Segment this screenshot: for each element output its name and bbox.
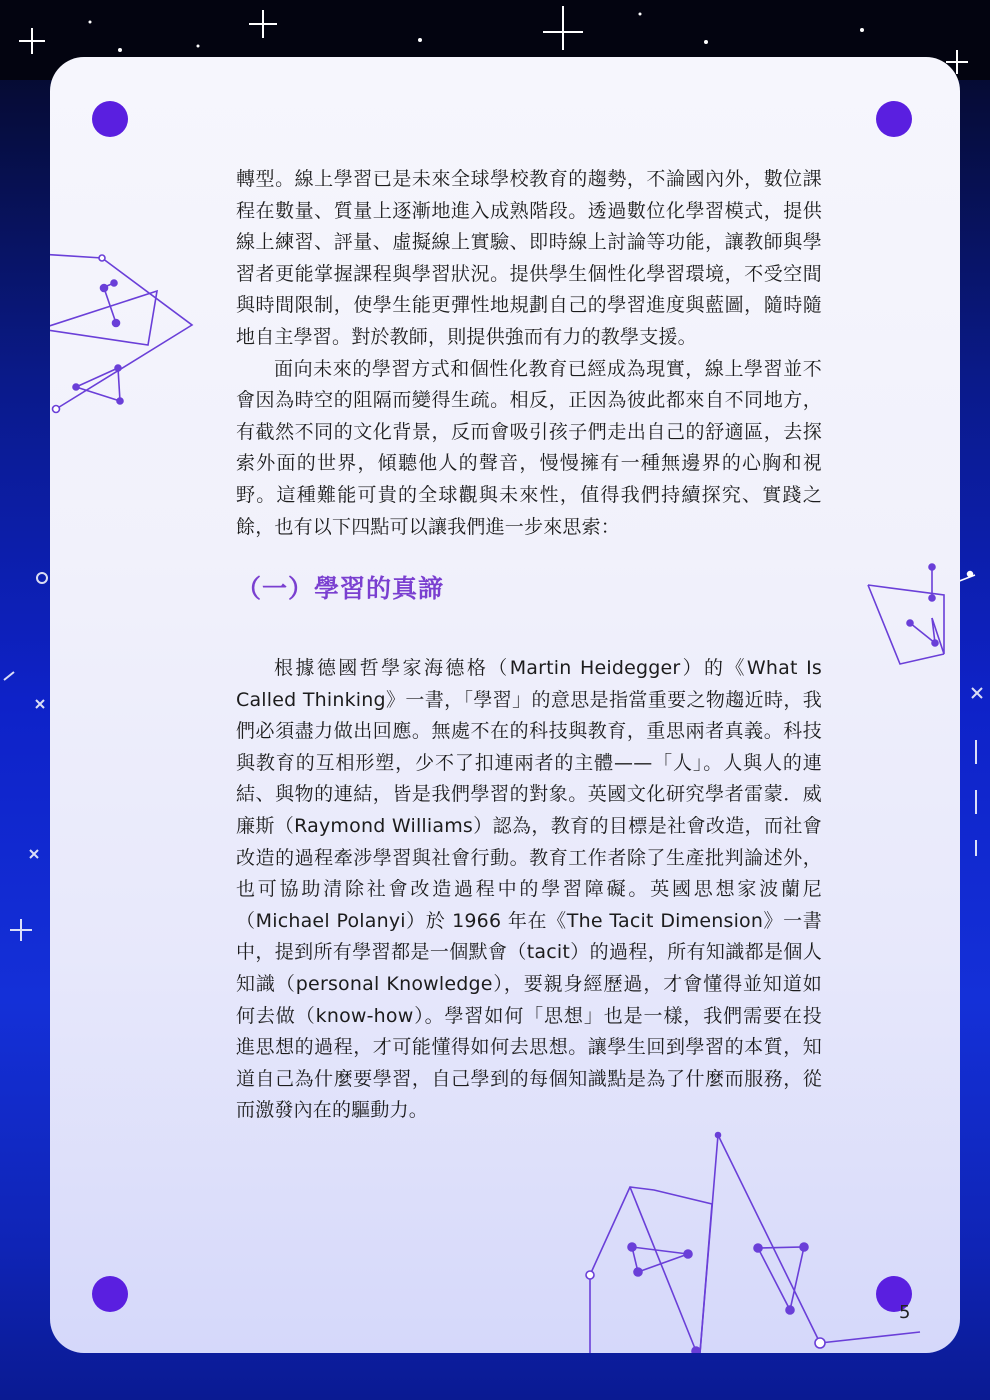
binder-hole-top-left: [92, 101, 128, 137]
star-icon: [249, 10, 277, 38]
star-icon: [10, 919, 32, 941]
intro-text: [236, 164, 822, 543]
ring-icon: [37, 573, 47, 583]
paragraph-2: 面向未來的學習方式和個性化教育已經成為現實，線上學習並不會因為時空的阻隔而變得生疏。相反，正因為彼此都來自不同地方，有截然不同的文化背景，反而會吸引孩子們走出自己的舒適區，去探索外面的世界，傾聽他人的聲音，慢慢擁有一種無邊界的心胸和視野。這種難能可貴的全球觀與未來性，值得我們持續探究、實踐之餘，也有以下四點可以讓我們進一步來思索：: [236, 357, 822, 538]
section-text: [236, 634, 822, 1146]
binder-hole-bottom-left: [92, 1276, 128, 1312]
binder-hole-top-right: [876, 101, 912, 137]
constellation-right-middle: [868, 564, 944, 664]
page-number: 5: [899, 1302, 911, 1323]
constellation-bottom: [586, 1133, 920, 1354]
star-dots: [89, 13, 865, 53]
sparkle-icon: [36, 700, 44, 708]
star-icon: [4, 672, 14, 680]
paragraph-3: 根據德國哲學家海德格（Martin Heidegger）的《What Is Called Thinking》一書，「學習」的意思是指當重要之物趨近時，我們必須盡力做出回應。無處不在的科技與教育，重思兩者真義。科技與教育的互相形塑，少不了扣連兩者的主體——「人」。人與人的連結、與物的連結，皆是我們學習的對象。英國文化研究學者雷蒙．威廉斯（Raymond Williams）認為，教育的目標是社會改造，而社會改造的過程牽涉學習與社會行動。教育工作者除了生產批判論述外，也可協助清除社會改造過程中的學習障礙。英國思想家波蘭尼（Michael Polanyi）於 1966 年在《The Tacit Dimension》一書中，提到所有學習都是一個默會（tacit）的過程，所有知識都是個人知識（personal Knowledge），要親身經歷過，才會懂得並知道如何去做（know-how）。學習如何「思想」也是一樣，我們需要在投進思想的過程，才可能懂得如何去思想。讓學生回到學習的本質，知道自己為什麼要學習，自己學到的每個知識點是為了什麼而服務，從而激發內在的驅動力。: [236, 657, 822, 1122]
sparkle-icon: [972, 688, 982, 698]
sparkle-icon: [30, 850, 38, 858]
star-icon: [543, 6, 583, 50]
star-icon: [19, 28, 45, 54]
content-card: [50, 57, 960, 1353]
constellation-left-top: [50, 254, 192, 413]
section-heading: （一）學習的真諦: [236, 574, 445, 603]
paragraph-1: 轉型。線上學習已是未來全球學校教育的趨勢，不論國內外，數位課程在數量、質量上逐漸地進入成熟階段。透過數位化學習模式，提供線上練習、評量、虛擬線上實驗、即時線上討論等功能，讓教師與學習者更能掌握課程與學習狀況。提供學生個性化學習環境，不受空間與時間限制，使學生能更彈性地規劃自己的學習進度與藍圖，隨時隨地自主學習。對於教師，則提供強而有力的教學支援。: [236, 168, 822, 348]
